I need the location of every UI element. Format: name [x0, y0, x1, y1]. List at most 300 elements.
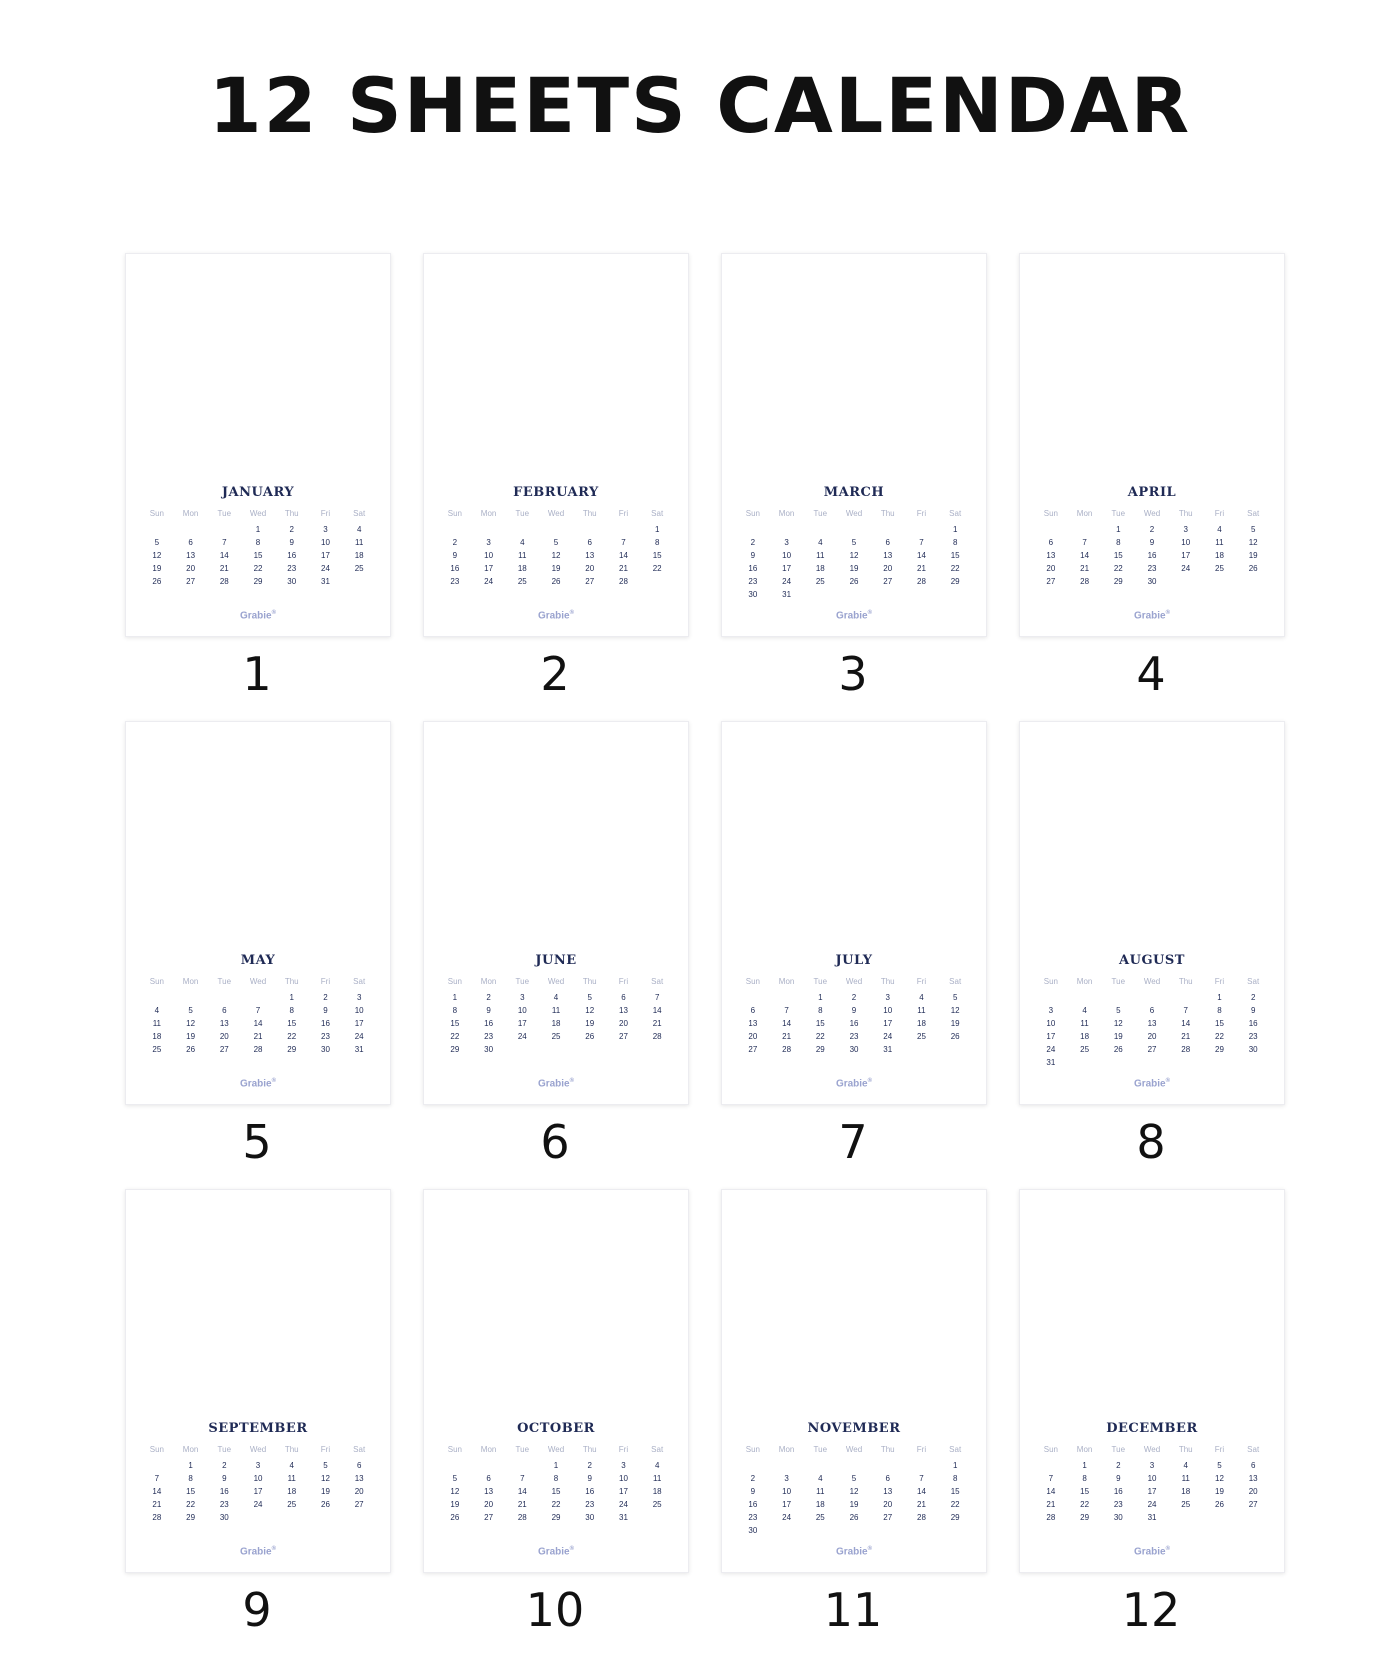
month-calendar	[1034, 953, 1270, 1069]
month-calendar	[1034, 1421, 1270, 1524]
week-row	[438, 536, 674, 549]
day-number: 25	[1080, 1045, 1090, 1054]
brand-logo	[722, 610, 986, 621]
day-number: 27	[484, 1513, 494, 1522]
day-number: 19	[152, 564, 162, 573]
day-number: 20	[484, 1500, 494, 1509]
day-number	[174, 523, 208, 536]
week-row	[736, 1030, 972, 1043]
day-number: 7	[621, 538, 626, 547]
day-number: 10	[1147, 1474, 1157, 1483]
brand-name: Grabie	[835, 1546, 868, 1558]
calendar-sheet	[423, 1189, 689, 1573]
week-row	[1034, 1485, 1270, 1498]
day-number: 26	[186, 1045, 196, 1054]
week-row	[1034, 575, 1270, 588]
brand-logo	[722, 1078, 986, 1089]
date-grid	[736, 523, 972, 601]
week-row	[140, 1004, 376, 1017]
weekday-header	[140, 977, 376, 987]
week-row	[1034, 1017, 1270, 1030]
month-calendar	[438, 1421, 674, 1524]
day-number: 20	[1147, 1032, 1157, 1041]
weekday-label: Tue	[1111, 509, 1126, 518]
weekday-label: Sat	[949, 1445, 962, 1454]
day-number: 7	[1048, 1474, 1054, 1483]
day-number	[472, 1459, 506, 1472]
day-number: 25	[815, 1513, 825, 1522]
brand-logo	[126, 1546, 390, 1557]
day-number: 26	[585, 1032, 595, 1041]
day-number	[1169, 1511, 1203, 1524]
day-number	[505, 1459, 539, 1472]
day-number: 14	[219, 551, 229, 560]
day-number: 18	[917, 1019, 926, 1028]
day-number: 5	[587, 993, 592, 1002]
day-number: 26	[849, 577, 859, 586]
day-number	[736, 991, 770, 1004]
day-number: 8	[1217, 1006, 1222, 1015]
weekday-label: Mon	[480, 1445, 497, 1454]
day-number: 4	[1217, 525, 1222, 534]
day-number: 17	[1181, 551, 1191, 560]
weekday-label: Thu	[880, 509, 895, 518]
day-number: 29	[1080, 1513, 1090, 1522]
weekday-label: Tue	[515, 509, 530, 518]
brand-logo	[1020, 1546, 1284, 1557]
day-number: 18	[354, 551, 364, 560]
day-number: 24	[354, 1032, 364, 1041]
brand-name: Grabie	[1133, 1546, 1166, 1558]
day-number: 3	[1149, 1461, 1155, 1470]
day-number: 9	[750, 551, 756, 560]
day-number	[174, 991, 208, 1004]
day-number: 22	[186, 1500, 196, 1509]
day-number: 5	[1217, 1461, 1222, 1470]
day-number: 8	[1116, 538, 1121, 547]
week-row	[438, 1472, 674, 1485]
day-number: 13	[619, 1006, 628, 1015]
day-number: 29	[287, 1045, 297, 1054]
date-grid	[736, 1459, 972, 1537]
week-row	[1034, 991, 1270, 1004]
weekday-header	[140, 1445, 376, 1455]
weekday-label: Sun	[149, 509, 164, 518]
day-number: 1	[452, 993, 458, 1002]
day-number: 31	[619, 1513, 628, 1522]
day-number: 13	[1046, 551, 1056, 560]
day-number: 12	[849, 1487, 859, 1496]
day-number	[505, 1043, 539, 1056]
day-number: 11	[1080, 1019, 1089, 1028]
weekday-label: Mon	[182, 977, 199, 986]
weekday-label: Wed	[249, 1445, 267, 1454]
day-number: 26	[551, 577, 561, 586]
sheet-number: 5	[242, 1115, 272, 1169]
day-number: 13	[186, 551, 196, 560]
day-number	[1034, 991, 1068, 1004]
day-number	[837, 523, 871, 536]
day-number: 25	[152, 1045, 162, 1054]
day-number: 27	[1147, 1045, 1157, 1054]
day-number: 22	[1215, 1032, 1224, 1041]
day-number: 14	[917, 1487, 926, 1496]
day-number: 11	[152, 1019, 162, 1028]
day-number: 12	[551, 551, 561, 560]
day-number: 19	[849, 564, 859, 573]
day-number: 1	[553, 1461, 559, 1470]
date-grid	[438, 1459, 674, 1524]
day-number: 27	[1248, 1500, 1258, 1509]
day-number	[1169, 1056, 1203, 1069]
day-number: 9	[486, 1006, 491, 1015]
calendar-sheet	[125, 1189, 391, 1573]
sheet-number: 1	[242, 647, 272, 701]
day-number: 19	[1248, 551, 1258, 560]
day-number: 6	[1048, 538, 1054, 547]
week-row	[736, 588, 972, 601]
weekday-label: Sat	[949, 977, 962, 986]
day-number: 26	[450, 1513, 460, 1522]
weekday-label: Wed	[845, 977, 863, 986]
day-number: 13	[219, 1019, 229, 1028]
sheet-number: 11	[823, 1583, 883, 1637]
week-row	[438, 1017, 674, 1030]
sheet-number: 4	[1136, 647, 1166, 701]
calendar-sheet	[721, 721, 987, 1105]
week-row	[736, 1459, 972, 1472]
day-number: 3	[1048, 1006, 1054, 1015]
day-number: 20	[619, 1019, 628, 1028]
weekday-label: Sat	[1247, 509, 1260, 518]
day-number	[1034, 1459, 1068, 1472]
day-number: 1	[188, 1461, 193, 1470]
day-number: 28	[917, 577, 926, 586]
day-number	[803, 1459, 837, 1472]
day-number: 4	[154, 1006, 160, 1015]
week-row	[438, 1498, 674, 1511]
week-row	[1034, 1511, 1270, 1524]
sheet-number: 7	[838, 1115, 868, 1169]
day-number: 31	[1147, 1513, 1157, 1522]
day-number: 11	[917, 1006, 926, 1015]
day-number: 21	[152, 1500, 162, 1509]
week-row	[1034, 1498, 1270, 1511]
day-number: 12	[186, 1019, 196, 1028]
day-number: 2	[1149, 525, 1155, 534]
day-number	[1203, 1511, 1237, 1524]
weekday-label: Mon	[1076, 1445, 1093, 1454]
weekday-label: Wed	[1143, 509, 1161, 518]
calendar-sheet	[423, 721, 689, 1105]
day-number: 1	[952, 525, 958, 534]
day-number: 19	[1215, 1487, 1224, 1496]
day-number	[539, 523, 573, 536]
day-number: 8	[188, 1474, 193, 1483]
weekday-label: Thu	[880, 977, 895, 986]
date-grid	[140, 1459, 376, 1524]
day-number	[905, 1524, 939, 1537]
day-number: 16	[321, 1019, 330, 1028]
weekday-label: Tue	[1111, 1445, 1126, 1454]
day-number: 22	[287, 1032, 297, 1041]
day-number: 27	[219, 1045, 229, 1054]
day-number	[1034, 523, 1068, 536]
weekday-label: Sat	[1247, 1445, 1260, 1454]
day-number: 24	[1046, 1045, 1056, 1054]
day-number: 29	[950, 1513, 960, 1522]
day-number: 4	[919, 993, 924, 1002]
day-number: 18	[815, 1500, 825, 1509]
day-number	[438, 523, 472, 536]
week-row	[1034, 523, 1270, 536]
day-number: 14	[517, 1487, 527, 1496]
day-number: 7	[520, 1474, 525, 1483]
day-number: 10	[883, 1006, 893, 1015]
day-number: 23	[1113, 1500, 1123, 1509]
day-number	[207, 523, 241, 536]
day-number	[640, 1043, 674, 1056]
day-number: 17	[517, 1019, 527, 1028]
day-number: 1	[654, 525, 660, 534]
day-number: 23	[585, 1500, 595, 1509]
day-number	[1068, 991, 1102, 1004]
weekday-label: Wed	[249, 977, 267, 986]
day-number: 29	[815, 1045, 825, 1054]
day-number: 27	[354, 1500, 364, 1509]
day-number: 16	[219, 1487, 229, 1496]
day-number: 4	[1183, 1461, 1188, 1470]
weekday-label: Mon	[480, 509, 497, 518]
brand-name: Grabie	[239, 610, 272, 622]
day-number: 29	[1113, 577, 1123, 586]
day-number: 2	[222, 1461, 227, 1470]
day-number: 30	[849, 1045, 859, 1054]
day-number	[1101, 991, 1135, 1004]
day-number: 10	[782, 1487, 792, 1496]
day-number: 28	[652, 1032, 662, 1041]
day-number: 16	[1113, 1487, 1123, 1496]
day-number: 9	[222, 1474, 227, 1483]
month-calendar	[736, 1421, 972, 1537]
day-number: 28	[917, 1513, 926, 1522]
day-number: 20	[186, 564, 196, 573]
day-number: 13	[883, 551, 893, 560]
day-number: 26	[1113, 1045, 1123, 1054]
day-number: 16	[1248, 1019, 1258, 1028]
week-row	[1034, 1030, 1270, 1043]
day-number: 3	[784, 538, 789, 547]
day-number	[342, 575, 376, 588]
weekday-label: Thu	[1178, 1445, 1193, 1454]
day-number	[1135, 991, 1169, 1004]
day-number: 18	[1181, 1487, 1191, 1496]
day-number	[1236, 575, 1270, 588]
day-number: 19	[950, 1019, 960, 1028]
day-number: 12	[321, 1474, 330, 1483]
day-number: 31	[782, 590, 792, 599]
day-number: 3	[255, 1461, 261, 1470]
month-name: MARCH	[823, 485, 885, 500]
calendar-sheet	[721, 253, 987, 637]
date-grid	[1034, 1459, 1270, 1524]
day-number: 28	[517, 1513, 527, 1522]
day-number: 23	[321, 1032, 330, 1041]
day-number: 11	[1215, 538, 1224, 547]
weekday-label: Mon	[778, 977, 795, 986]
week-row	[736, 562, 972, 575]
weekday-header	[438, 1445, 674, 1455]
day-number: 30	[1113, 1513, 1123, 1522]
day-number: 10	[517, 1006, 527, 1015]
day-number: 24	[484, 577, 494, 586]
month-name: SEPTEMBER	[208, 1421, 308, 1436]
weekday-label: Sun	[149, 977, 164, 986]
brand-name: Grabie	[537, 1078, 570, 1090]
day-number: 24	[782, 577, 792, 586]
day-number	[607, 523, 641, 536]
weekday-label: Sun	[447, 509, 462, 518]
day-number: 11	[816, 551, 825, 560]
weekday-label: Sun	[149, 1445, 164, 1454]
day-number: 19	[186, 1032, 196, 1041]
month-name: JANUARY	[221, 485, 295, 500]
day-number: 21	[517, 1500, 527, 1509]
day-number	[472, 523, 506, 536]
week-row	[1034, 549, 1270, 562]
calendar-sheet	[1019, 1189, 1285, 1573]
weekday-label: Fri	[916, 977, 927, 986]
weekday-label: Fri	[1214, 1445, 1225, 1454]
day-number: 28	[219, 577, 229, 586]
day-number: 17	[782, 564, 792, 573]
day-number: 15	[253, 551, 263, 560]
weekday-label: Thu	[284, 977, 299, 986]
weekday-label: Tue	[515, 1445, 530, 1454]
day-number: 20	[1248, 1487, 1258, 1496]
month-name: NOVEMBER	[807, 1421, 901, 1436]
day-number: 20	[748, 1032, 758, 1041]
weekday-label: Fri	[916, 1445, 927, 1454]
weekday-label: Sat	[353, 1445, 366, 1454]
day-number: 1	[255, 525, 261, 534]
day-number: 22	[551, 1500, 561, 1509]
weekday-header	[1034, 1445, 1270, 1455]
weekday-label: Thu	[1178, 977, 1193, 986]
day-number: 10	[354, 1006, 364, 1015]
day-number	[905, 523, 939, 536]
weekday-label: Sat	[651, 977, 664, 986]
weekday-label: Tue	[217, 1445, 232, 1454]
day-number: 8	[818, 1006, 823, 1015]
day-number: 7	[654, 993, 660, 1002]
week-row	[140, 523, 376, 536]
weekday-label: Mon	[1076, 977, 1093, 986]
day-number: 23	[450, 577, 460, 586]
day-number: 17	[1046, 1032, 1056, 1041]
month-calendar	[438, 485, 674, 588]
weekday-label: Thu	[582, 509, 597, 518]
day-number: 11	[653, 1474, 662, 1483]
day-number: 21	[253, 1032, 263, 1041]
weekday-label: Fri	[618, 977, 629, 986]
day-number: 18	[517, 564, 527, 573]
day-number	[539, 1043, 573, 1056]
day-number	[770, 1459, 804, 1472]
day-number	[803, 523, 837, 536]
day-number: 2	[323, 993, 328, 1002]
registered-mark: ®	[271, 1546, 277, 1552]
weekday-label: Fri	[1214, 977, 1225, 986]
weekday-label: Sun	[447, 1445, 462, 1454]
day-number: 19	[585, 1019, 595, 1028]
day-number	[140, 1459, 174, 1472]
week-row	[140, 1459, 376, 1472]
day-number	[342, 1511, 376, 1524]
weekday-label: Sat	[949, 509, 962, 518]
day-number: 7	[154, 1474, 160, 1483]
weekday-label: Sat	[353, 509, 366, 518]
weekday-label: Fri	[618, 509, 629, 518]
day-number	[505, 523, 539, 536]
day-number: 11	[1181, 1474, 1190, 1483]
weekday-label: Mon	[182, 1445, 199, 1454]
weekday-label: Tue	[217, 977, 232, 986]
day-number	[275, 1511, 309, 1524]
calendar-sheet	[1019, 253, 1285, 637]
weekday-label: Wed	[1143, 977, 1161, 986]
day-number: 8	[452, 1006, 458, 1015]
day-number: 11	[355, 538, 364, 547]
day-number: 10	[1181, 538, 1191, 547]
day-number: 18	[815, 564, 825, 573]
week-row	[1034, 1056, 1270, 1069]
day-number: 6	[188, 538, 193, 547]
day-number: 4	[818, 538, 823, 547]
day-number: 29	[1215, 1045, 1224, 1054]
weekday-header	[1034, 977, 1270, 987]
day-number: 16	[450, 564, 460, 573]
weekday-label: Fri	[320, 1445, 331, 1454]
day-number: 6	[486, 1474, 491, 1483]
day-number: 28	[1181, 1045, 1191, 1054]
day-number: 4	[356, 525, 362, 534]
day-number	[803, 588, 837, 601]
calendar-sheet	[125, 721, 391, 1105]
weekday-label: Thu	[582, 1445, 597, 1454]
day-number: 21	[917, 564, 926, 573]
registered-mark: ®	[867, 1546, 873, 1552]
day-number: 28	[152, 1513, 162, 1522]
day-number: 24	[321, 564, 330, 573]
date-grid	[1034, 991, 1270, 1069]
week-row	[438, 1459, 674, 1472]
day-number: 22	[450, 1032, 460, 1041]
day-number: 17	[484, 564, 494, 573]
day-number	[837, 1459, 871, 1472]
weekday-header	[140, 509, 376, 519]
day-number: 12	[450, 1487, 460, 1496]
sheet-number: 12	[1121, 1583, 1181, 1637]
day-number: 30	[748, 1526, 758, 1535]
day-number: 5	[952, 993, 958, 1002]
day-number: 30	[1147, 577, 1157, 586]
registered-mark: ®	[1165, 1078, 1171, 1084]
brand-logo	[126, 1078, 390, 1089]
day-number: 25	[287, 1500, 297, 1509]
day-number: 27	[883, 577, 893, 586]
day-number: 14	[1046, 1487, 1056, 1496]
